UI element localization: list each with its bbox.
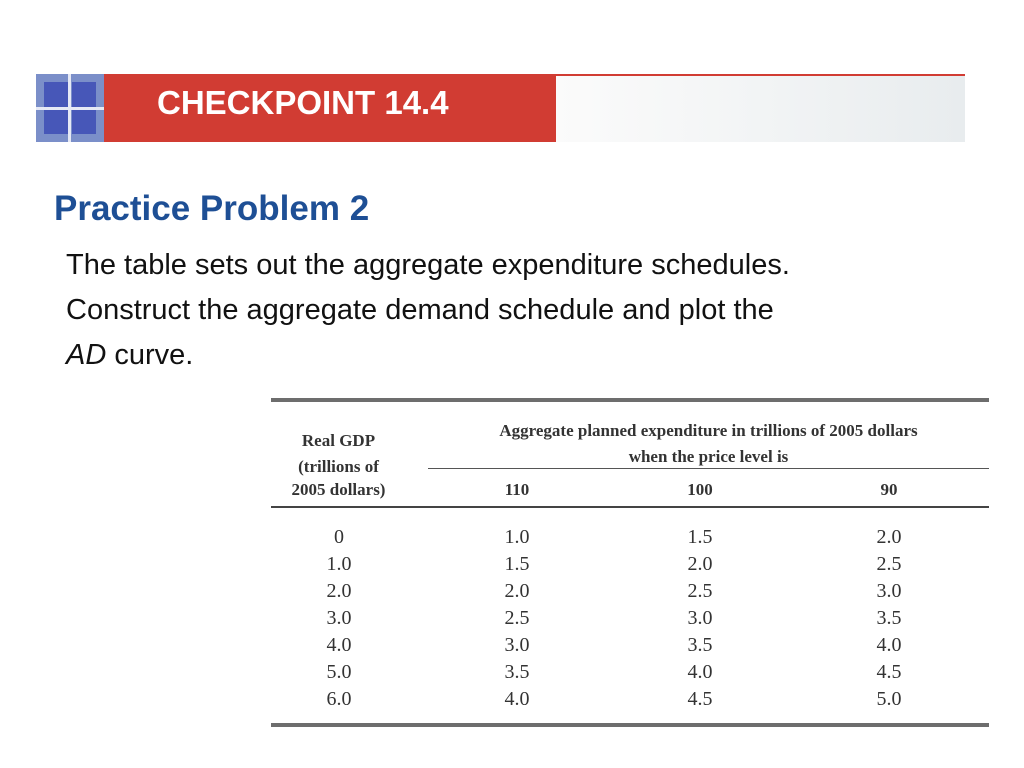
problem-line: The table sets out the aggregate expenditure schedules. — [66, 249, 790, 281]
span-header-line: when the price level is — [628, 447, 789, 466]
table-cell: 1.5 — [504, 553, 530, 575]
span-header — [428, 418, 989, 470]
logo-square — [72, 82, 96, 108]
table-cell: 2.0 — [687, 553, 713, 575]
table-cell: 2.5 — [687, 580, 713, 602]
table-cell: 3.0 — [504, 634, 530, 656]
price-level-header: 90 — [880, 480, 898, 499]
table-cell: 3.0 — [687, 607, 713, 629]
table-cell: 0 — [334, 526, 344, 548]
table-row — [271, 661, 989, 688]
table-rule-mid — [271, 506, 989, 508]
table-cell: 2.0 — [876, 526, 902, 548]
table-cell: 4.5 — [687, 688, 713, 710]
table-row — [271, 553, 989, 580]
span-header-line: Aggregate planned expenditure in trillions of 2005 dollars — [499, 421, 918, 440]
table-cell: 5.0 — [876, 688, 902, 710]
problem-line — [66, 333, 946, 378]
price-level-header: 100 — [687, 480, 713, 499]
table-cell: 3.0 — [326, 607, 352, 629]
table-row — [271, 526, 989, 553]
table-cell: 2.5 — [876, 553, 902, 575]
table-cell: 2.0 — [504, 580, 530, 602]
table-row — [271, 580, 989, 607]
table-cell: 4.0 — [504, 688, 530, 710]
table-cell: 3.5 — [687, 634, 713, 656]
table-cell: 1.5 — [687, 526, 713, 548]
table-cell: 1.0 — [504, 526, 530, 548]
expenditure-table — [271, 398, 989, 728]
logo-divider — [68, 74, 71, 142]
logo-square — [72, 110, 96, 134]
logo-square — [44, 82, 70, 108]
table-rule-bottom — [271, 723, 989, 727]
gdp-header-line: Real GDP — [301, 431, 376, 450]
table-cell: 6.0 — [326, 688, 352, 710]
table-row — [271, 634, 989, 661]
table-body — [271, 526, 989, 715]
price-level-header: 110 — [504, 480, 530, 499]
problem-line: Construct the aggregate demand schedule and plot the — [66, 294, 774, 326]
table-row — [271, 688, 989, 715]
section-heading: Practice Problem 2 — [54, 189, 370, 228]
slide-title: CHECKPOINT 14.4 — [157, 84, 449, 121]
table-cell: 2.0 — [326, 580, 352, 602]
table-cell: 3.0 — [876, 580, 902, 602]
table-row — [271, 607, 989, 634]
problem-text — [66, 243, 946, 378]
table-cell: 3.5 — [876, 607, 902, 629]
problem-line-rest: curve. — [106, 339, 194, 371]
gdp-header-line: 2005 dollars) — [291, 480, 386, 499]
table-cell: 4.0 — [687, 661, 713, 683]
table-cell: 1.0 — [326, 553, 352, 575]
table-cell: 4.0 — [876, 634, 902, 656]
title-band-fade — [556, 74, 965, 142]
header-subrule — [428, 468, 989, 469]
table-cell: 2.5 — [504, 607, 530, 629]
ad-term: AD — [66, 339, 107, 371]
gdp-header — [271, 428, 406, 480]
gdp-header-line: (trillions of — [298, 457, 379, 476]
logo-square — [44, 110, 70, 134]
table-cell: 4.5 — [876, 661, 902, 683]
table-rule-top — [271, 398, 989, 402]
table-cell: 5.0 — [326, 661, 352, 683]
table-cell: 4.0 — [326, 634, 352, 656]
table-cell: 3.5 — [504, 661, 530, 683]
